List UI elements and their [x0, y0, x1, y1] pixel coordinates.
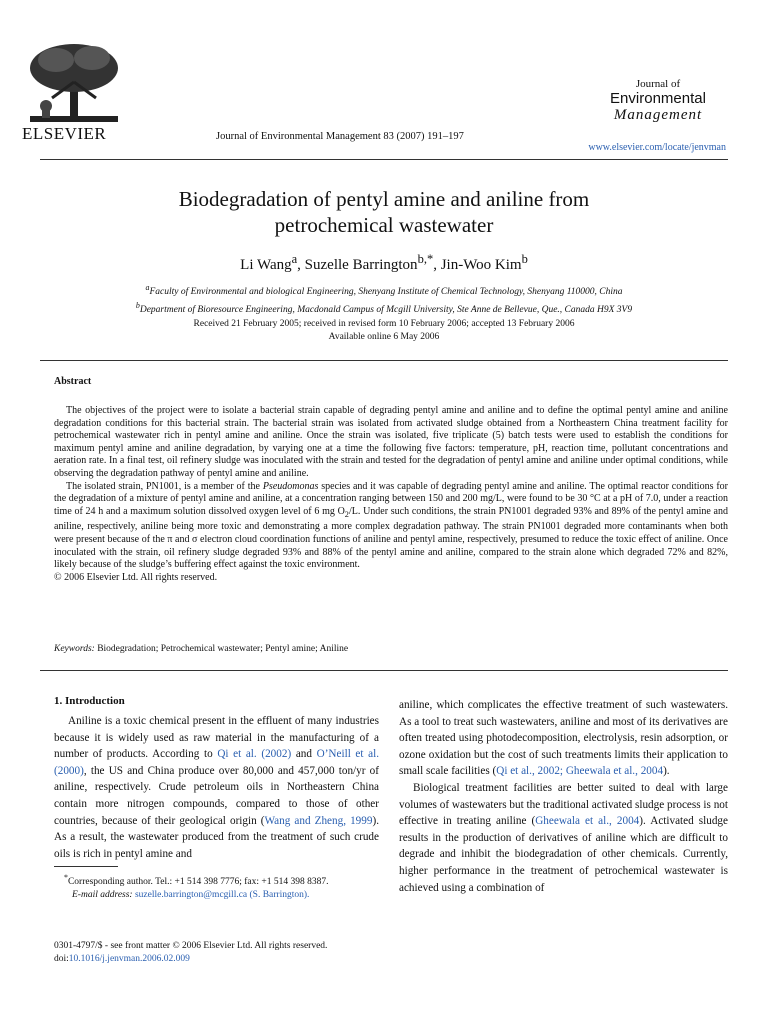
affiliations: [40, 281, 728, 317]
footnote-divider: [54, 866, 118, 867]
available-online-date: Available online 6 May 2006: [328, 332, 440, 342]
citation-link[interactable]: Qi et al. (2002): [217, 748, 292, 761]
elsevier-tree-logo: [22, 38, 126, 138]
issn-line: 0301-4797/$ - see front matter © 2006 Elsevier Ltd. All rights reserved.: [54, 941, 328, 951]
journal-title-box: [588, 78, 728, 124]
author-separator: ,: [433, 257, 441, 273]
header-divider: [40, 159, 728, 160]
abstract-paragraph: The isolated strain, PN1001, is a member of the Pseudomonas species and it was capable of degrading pentyl amine and aniline. The optimal reactor conditions for the degradation of a mixture of pentyl amine and aniline, at a concentration ranging between 150 and 200 mg/L, were found to be 30 °C at a pH of 7.0, under a reaction time of 24 h and a maximum solution dissolved oxygen level of 6 mg $O_2/L$. Under such conditions, the strain PN1001 degraded 93% and 89% of the pentyl amine and aniline, respectively, aniline being more toxic and demonstrating a more complex degradation pathway. The strain PN1001 degraded more contaminants when both were present because of the π and σ electron cloud coordination functions of aniline and pentyl amine, respectively, presumed to reduce the toxic effect of aniline. Once inoculated with the strain, oil refinery sludge degraded 93% and 88% of the pentyl amine and aniline, compared to the strain alone which degraded 72% and 82%, likely because of the sludge’s buffering effect against the toxic environment.: [54, 480, 728, 571]
email-link[interactable]: suzelle.barrington@mcgill.ca (S. Barrington).: [132, 890, 310, 901]
abstract-bottom-divider: [40, 670, 728, 671]
body-paragraph: aniline, which complicates the effective treatment of such wastewaters. As a tool to treat such wastewaters, aniline and most of its derivatives are often treated using photodecomposition, electrolysis, resin adsorption, or ozone oxidation but the cost of such treatments limits their application to small scale facilities (Qi et al., 2002; Gheewala et al., 2004).: [399, 699, 728, 778]
journal-citation: Journal of Environmental Management 83 (2007) 191–197: [216, 131, 464, 142]
citation-link[interactable]: Wang and Zheng, 1999: [264, 814, 373, 827]
keywords: [54, 644, 348, 654]
abstract-top-divider: [40, 360, 728, 361]
citation-link[interactable]: Gheewala et al., 2004: [535, 815, 640, 828]
author-affil-mark: b,*: [417, 252, 434, 266]
doi-link[interactable]: 10.1016/j.jenvman.2006.02.009: [68, 954, 190, 964]
body-paragraph: Biological treatment facilities are better suited to deal with large volumes of wastewaters but the traditional activated sludge process is not effective in treating aniline (Gheewala et al., 2004). Activated sludge results in the production of derivatives of aniline which are difficult to degrade and inhibit the biodegradation of other chemicals. Currently, higher performance in the treatment of petrochemical wastewater is achieved using a combination of: [399, 781, 728, 894]
affiliation-b: $^b$Department of Bioresource Engineering, Macdonald Campus of Mcgill University, Ste Anne de Bellevue, Que., Canada H9X 3V9: [135, 301, 633, 316]
article-title: [40, 186, 728, 238]
email-note: E-mail address: suzelle.barrington@mcgill.ca (S. Barrington).: [72, 890, 310, 901]
body-column-left: [54, 713, 379, 862]
received-dates: Received 21 February 2005; received in revised form 10 February 2006; accepted 13 February 2006: [193, 319, 575, 329]
journal-title-line3: Management: [613, 107, 703, 123]
abstract-body: [54, 405, 728, 584]
abstract-heading: Abstract: [54, 376, 92, 387]
abstract-paragraph: The objectives of the project were to isolate a bacterial strain capable of degrading pentyl amine and aniline and to define the optimal pentyl amine and aniline degradation conditions for this bacterial strain. The bacterial strain was isolated from activated sludge obtained from a Northeastern China treatment facility for petrochemical wastewater rich in pentyl amine and aniline. Once the strain was isolated, five triplicate (5) batch tests were used to establish the conditions for maximum pentyl amine and aniline degradation, by varying one at a time the following five factors: temperature, pH, reaction time, pollutant concentrations and aeration rate. In a final test, oil refinery sludge was inoculated with the strain and tested for the degradation of pentyl amine and aniline under optimal conditions, while observing the degradation pathway of pentyl amine and aniline.: [54, 405, 728, 479]
author-list: [40, 252, 728, 274]
front-matter-info: [54, 940, 327, 966]
body-paragraph: Aniline is a toxic chemical present in the effluent of many industries because it is widely used as raw material in the manufacturing of a number of products. According to Qi et al. (2002) and O’Neill et al. (2000), the US and China produce over 80,000 and 457,000 ton/yr of aniline, respectively. Crude petroleum oils in Northeastern China contain more nitrogen compounds, compared to those of other countries, because of their geological origin (Wang and Zheng, 1999). As a result, the wastewater produced from the treatment of such crude oils is rich in pentyl amine and: [54, 715, 380, 860]
author-affil-mark: b: [521, 252, 528, 266]
footnote: [64, 871, 384, 902]
corresponding-author-note: *Corresponding author. Tel.: +1 514 398 7776; fax: +1 514 398 8387.: [64, 873, 329, 888]
journal-url-link[interactable]: www.elsevier.com/locate/jenvman: [588, 142, 726, 153]
author-name: Li Wang: [240, 257, 292, 273]
author-name: Jin-Woo Kim: [440, 257, 522, 273]
author-affil-mark: a: [291, 252, 298, 266]
section-heading-introduction: 1. Introduction: [54, 695, 125, 707]
body-column-right: [399, 697, 728, 896]
article-title-line1: Biodegradation of pentyl amine and aniline from: [178, 187, 590, 211]
citation-link[interactable]: O’Neill et al. (2000): [54, 748, 380, 777]
affiliation-a: $^a$Faculty of Environmental and biological Engineering, Shenyang Institute of Chemical Technology, Shenyang 110000, China: [145, 283, 623, 298]
author-name: Suzelle Barrington: [304, 257, 418, 273]
abstract-copyright: © 2006 Elsevier Ltd. All rights reserved.: [54, 571, 218, 583]
author-separator: ,: [297, 257, 305, 273]
journal-title-line1: Journal of: [635, 78, 681, 90]
citation-link[interactable]: Qi et al., 2002; Gheewala et al., 2004: [496, 765, 664, 778]
keywords-label: Keywords:: [54, 644, 95, 654]
keywords-list: Biodegradation; Petrochemical wastewater; Pentyl amine; Aniline: [94, 644, 349, 654]
doi-line: doi:10.1016/j.jenvman.2006.02.009: [54, 954, 190, 964]
article-title-line2: petrochemical wastewater: [274, 213, 494, 237]
publisher-name: ELSEVIER: [22, 124, 107, 143]
article-history: [40, 318, 728, 344]
journal-title-line2: Environmental: [610, 90, 706, 107]
species-name: Pseudomonas: [262, 480, 319, 492]
